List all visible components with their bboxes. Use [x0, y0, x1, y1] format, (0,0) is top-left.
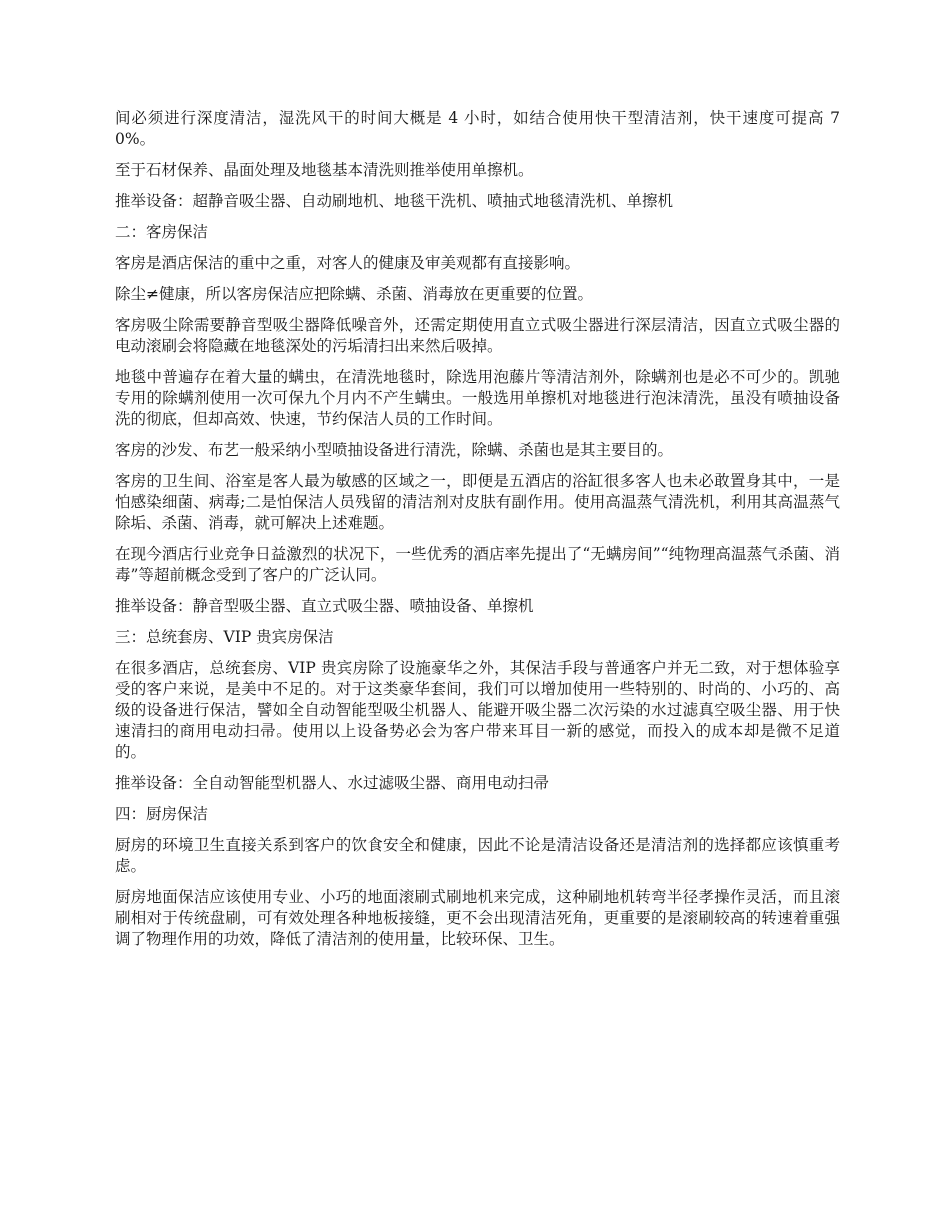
document-body — [115, 108, 840, 960]
paragraph: 地毯中普遍存在着大量的螨虫，在清洗地毯时，除选用泡藤片等清洁剂外，除螨剂也是必不可少的。凯驰专用的除螨剂使用一次可保九个月内不产生螨虫。一般选用单擦机对地毯进行泡沫清洗，虽没有喷抽设备洗的彻底，但却高效、快速，节约保洁人员的工作时间。 — [115, 368, 840, 428]
section-heading: 二：客房保洁 — [115, 223, 209, 241]
paragraph: 推举设备：全自动智能型机器人、水过滤吸尘器、商用电动扫帚 — [115, 774, 550, 792]
paragraph: 在很多酒店，总统套房、VIP 贵宾房除了设施豪华之外，其保洁手段与普通客户并无二致，对于想体验享受的客户来说，是美中不足的。对于这类豪华套间，我们可以增加使用一些特别的、时尚的、小巧的、高级的设备进行保洁，譬如全自动智能型吸尘机器人、能避开吸尘器二次污染的水过滤真空吸尘器、用于快速清扫的商用电动扫帚。使用以上设备势必会为客户带来耳目一新的感觉，而投入的成本却是微不足道的。 — [115, 659, 840, 761]
paragraph: 推举设备：超静音吸尘器、自动刷地机、地毯干洗机、喷抽式地毯清洗机、单擦机 — [115, 192, 674, 210]
paragraph: 在现今酒店行业竞争日益激烈的状况下，一些优秀的酒店率先提出了“无螨房间”“纯物理高温蒸气杀菌、消毒”等超前概念受到了客户的广泛认同。 — [115, 545, 840, 584]
paragraph: 客房吸尘除需要静音型吸尘器降低噪音外，还需定期使用直立式吸尘器进行深层清洁，因直立式吸尘器的电动滚刷会将隐藏在地毯深处的污垢清扫出来然后吸掉。 — [115, 316, 840, 355]
paragraph: 厨房的环境卫生直接关系到客户的饮食安全和健康，因此不论是清洁设备还是清洁剂的选择都应该慎重考虑。 — [115, 836, 840, 875]
paragraph: 客房的沙发、布艺一般采纳小型喷抽设备进行清洗，除螨、杀菌也是其主要目的。 — [115, 441, 674, 459]
paragraph: 客房是酒店保洁的重中之重，对客人的健康及审美观都有直接影响。 — [115, 254, 581, 272]
paragraph: 除尘≠健康，所以客房保洁应把除螨、杀菌、消毒放在更重要的位置。 — [115, 285, 593, 303]
paragraph: 厨房地面保洁应该使用专业、小巧的地面滚刷式刷地机来完成，这种刷地机转弯半径孝操作灵活，而且滚刷相对于传统盘刷，可有效处理各种地板接缝，更不会出现清洁死角，更重要的是滚刷较高的转速着重强调了物理作用的功效，降低了清洁剂的使用量，比较环保、卫生。 — [115, 888, 840, 948]
section-heading: 四：厨房保洁 — [115, 805, 209, 823]
paragraph: 推举设备：静音型吸尘器、直立式吸尘器、喷抽设备、单擦机 — [115, 597, 534, 615]
section-heading: 三：总统套房、VIP 贵宾房保洁 — [115, 628, 334, 646]
paragraph: 间必须进行深度清洁，湿洗风干的时间大概是 4 小时，如结合使用快干型清洁剂，快干速度可提高 70%。 — [115, 109, 840, 148]
paragraph: 至于石材保养、晶面处理及地毯基本清洗则推举使用单擦机。 — [115, 161, 534, 179]
paragraph: 客房的卫生间、浴室是客人最为敏感的区域之一，即便是五酒店的浴缸很多客人也未必敢置身其中，一是怕感染细菌、病毒;二是怕保洁人员残留的清洁剂对皮肤有副作用。使用高温蒸气清洗机，利用其高温蒸气除垢、杀菌、消毒，就可解决上述难题。 — [115, 472, 840, 532]
